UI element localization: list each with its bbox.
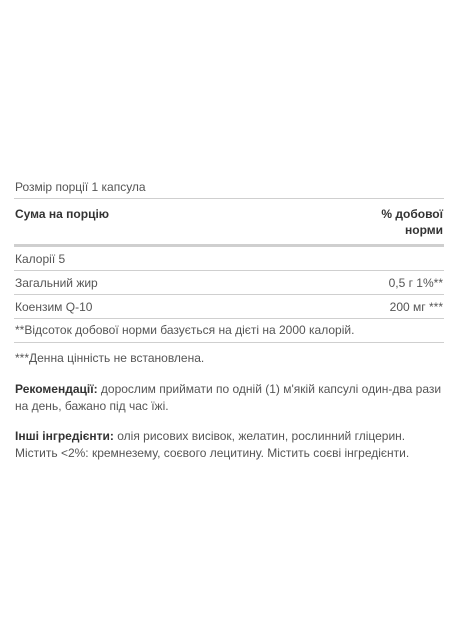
nutrient-value: 200 мг *** <box>389 299 443 314</box>
nutrient-name: Калорії 5 <box>15 251 66 266</box>
recommendations-paragraph <box>14 381 444 415</box>
daily-value-header <box>381 206 443 238</box>
nutrient-name: Коензим Q-10 <box>15 299 93 314</box>
facts-row-coq10 <box>14 295 444 319</box>
supplement-facts-panel <box>14 176 444 462</box>
facts-row-total-fat <box>14 271 444 295</box>
daily-value-header-line2: норми <box>404 223 443 237</box>
ingredients-text: олія рисових висівок, желатин, рослинний гліцерин. Містить <2%: кремнезему, соєвого лецитину. Містить соєві інгредієнти. <box>15 429 410 460</box>
amount-per-serving-header: Сума на порцію <box>15 207 110 221</box>
nutrient-name: Загальний жир <box>15 275 98 290</box>
serving-size: Розмір порції 1 капсула <box>14 176 444 199</box>
footnote-not-established: ***Денна цінність не встановлена. <box>15 351 205 365</box>
daily-value-header-line1: % добової <box>381 207 443 221</box>
recommendations-text: дорослим приймати по одній (1) м'якій капсулі один-два рази на день, бажано під час їжі. <box>15 382 442 413</box>
recommendations-label: Рекомендації: <box>15 382 98 396</box>
nutrient-value: 0,5 г 1%** <box>388 275 443 290</box>
facts-row-calories <box>14 247 444 271</box>
footnote-daily-value: **Відсоток добової норми базується на дієті на 2000 калорій. <box>14 319 444 343</box>
ingredients-label: Інші інгредієнти: <box>15 429 114 443</box>
ingredients-paragraph <box>14 428 444 462</box>
facts-header <box>14 199 444 247</box>
